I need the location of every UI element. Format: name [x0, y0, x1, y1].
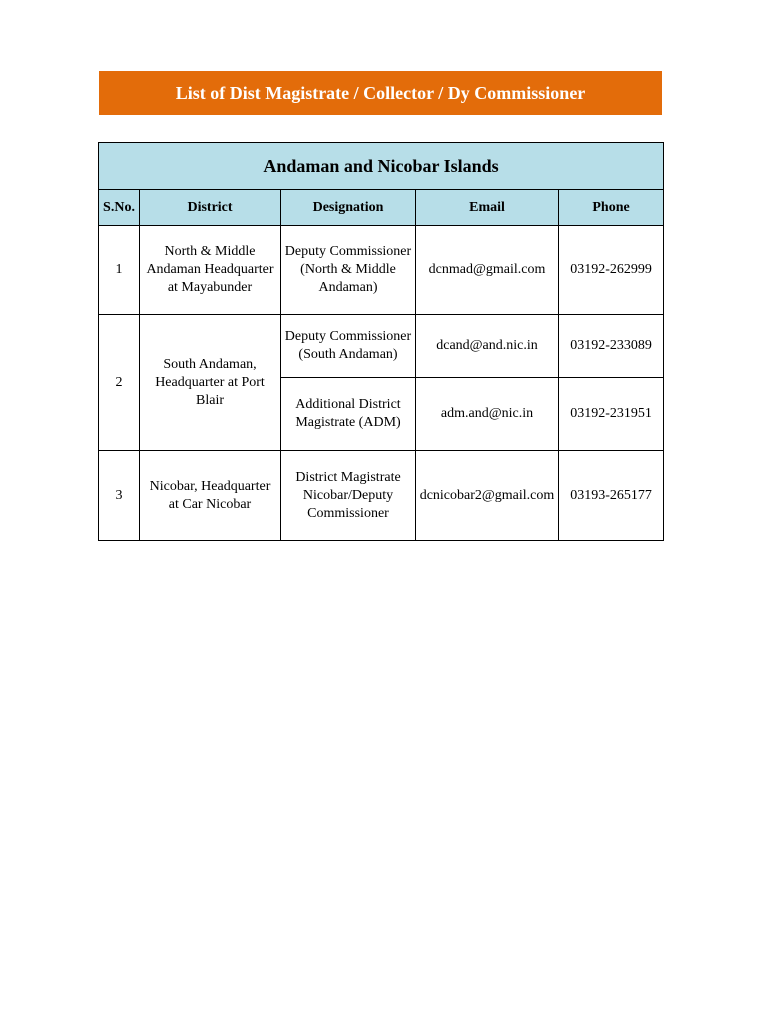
phone-cell: 03192-262999 [559, 226, 664, 315]
district-cell: South Andaman, Headquarter at Port Blair [140, 315, 281, 451]
page-title-banner [99, 71, 662, 115]
table-header-row [99, 190, 664, 226]
column-header-district: District [140, 190, 281, 226]
designation-cell: Deputy Commissioner (South Andaman) [281, 315, 416, 378]
email-cell: adm.and@nic.in [416, 378, 559, 451]
district-cell: Nicobar, Headquarter at Car Nicobar [140, 451, 281, 541]
column-header-phone: Phone [559, 190, 664, 226]
column-header-sno: S.No. [99, 190, 140, 226]
phone-cell: 03193-265177 [559, 451, 664, 541]
sno-cell: 1 [99, 226, 140, 315]
designation-cell: Deputy Commissioner (North & Middle Andaman) [281, 226, 416, 315]
phone-cell: 03192-231951 [559, 378, 664, 451]
table-row [99, 315, 664, 378]
region-title: Andaman and Nicobar Islands [99, 143, 664, 190]
district-cell: North & Middle Andaman Headquarter at Mayabunder [140, 226, 281, 315]
designation-cell: District Magistrate Nicobar/Deputy Commissioner [281, 451, 416, 541]
email-cell: dcnmad@gmail.com [416, 226, 559, 315]
designation-cell: Additional District Magistrate (ADM) [281, 378, 416, 451]
phone-cell: 03192-233089 [559, 315, 664, 378]
email-cell: dcnicobar2@gmail.com [416, 451, 559, 541]
column-header-designation: Designation [281, 190, 416, 226]
officials-table [98, 142, 664, 541]
email-cell: dcand@and.nic.in [416, 315, 559, 378]
page-title: List of Dist Magistrate / Collector / Dy Commissioner [175, 82, 586, 103]
column-header-email: Email [416, 190, 559, 226]
table-row [99, 226, 664, 315]
table-row [99, 451, 664, 541]
sno-cell: 2 [99, 315, 140, 451]
sno-cell: 3 [99, 451, 140, 541]
